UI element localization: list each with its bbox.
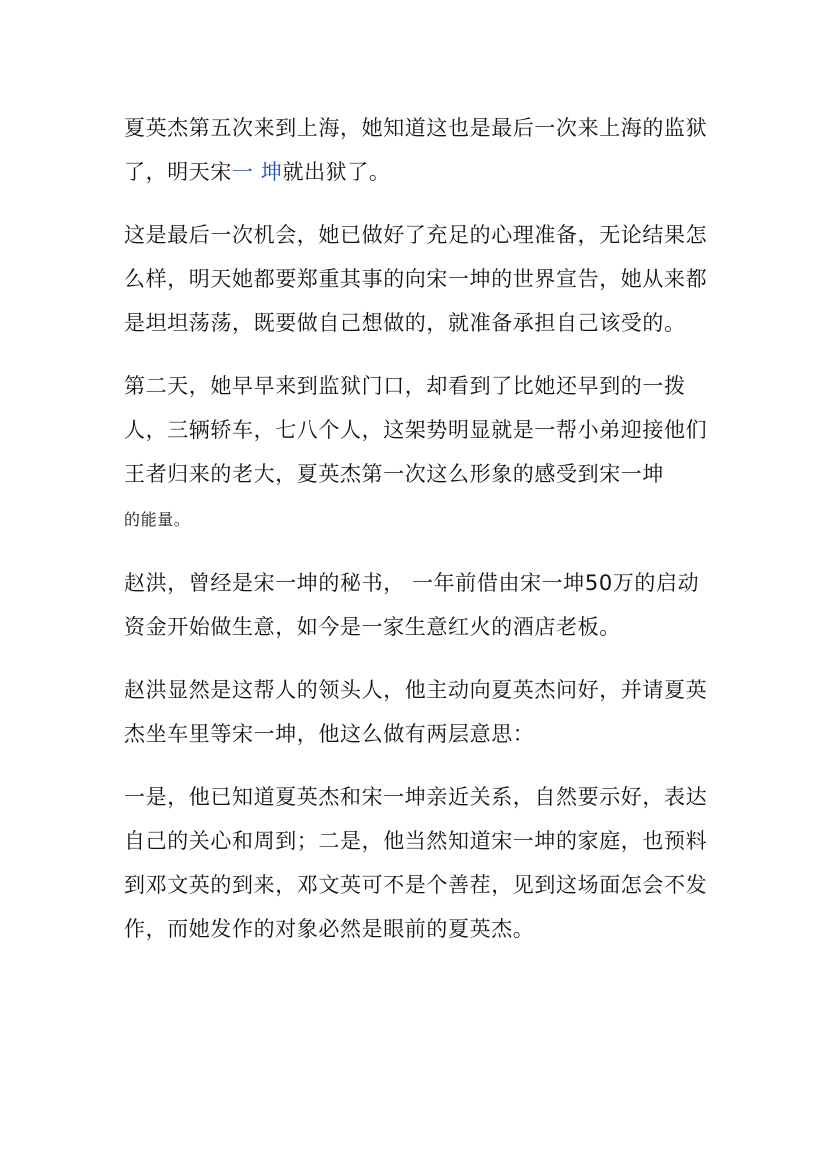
paragraph-2: 这是最后一次机会，她已做好了充足的心理准备，无论结果怎么样，明天她都要郑重其事的向宋一坤的世界宣告，她从来都是坦坦荡荡，既要做自己想做的，就准备承担自己该受的。 bbox=[124, 223, 708, 335]
paragraph-1-text: 夏英杰第五次来到上海，她知道这也是最后一次来上海的监狱了，明天宋 bbox=[124, 116, 708, 184]
paragraph-5: 赵洪显然是这帮人的领头人，他主动向夏英杰问好，并请夏英杰坐车里等宋一坤，他这么做有两层意思： bbox=[124, 678, 708, 746]
paragraph-4: 赵洪，曾经是宋一坤的秘书， 一年前借由宋一坤50万的启动资金开始做生意，如今是一家生意红火的酒店老板。 bbox=[124, 571, 700, 639]
article-body bbox=[124, 106, 714, 970]
paragraph-3-tail: 的能量。 bbox=[124, 510, 191, 529]
paragraph-6: 一是，他已知道夏英杰和宋一坤亲近关系，自然要示好，表达自己的关心和周到；二是，他当然知道宋一坤的家庭，也预料到邓文英的到来，邓文英可不是个善茬，见到这场面怎会不发作，而她发作的对象必然是眼前的夏英杰。 bbox=[124, 785, 708, 941]
paragraph-3-text: 第二天，她早早来到监狱门口，却看到了比她还早到的一拨人，三辆轿车，七八个人，这架势明显就是一帮小弟迎接他们王者归来的老大，夏英杰第一次这么形象的感受到宋一坤 bbox=[124, 374, 708, 486]
name-link[interactable]: 一 坤 bbox=[232, 160, 283, 184]
paragraph-1 bbox=[124, 106, 714, 194]
paragraph-1-tail: 就出狱了。 bbox=[282, 160, 391, 184]
paragraph-3 bbox=[124, 364, 714, 542]
